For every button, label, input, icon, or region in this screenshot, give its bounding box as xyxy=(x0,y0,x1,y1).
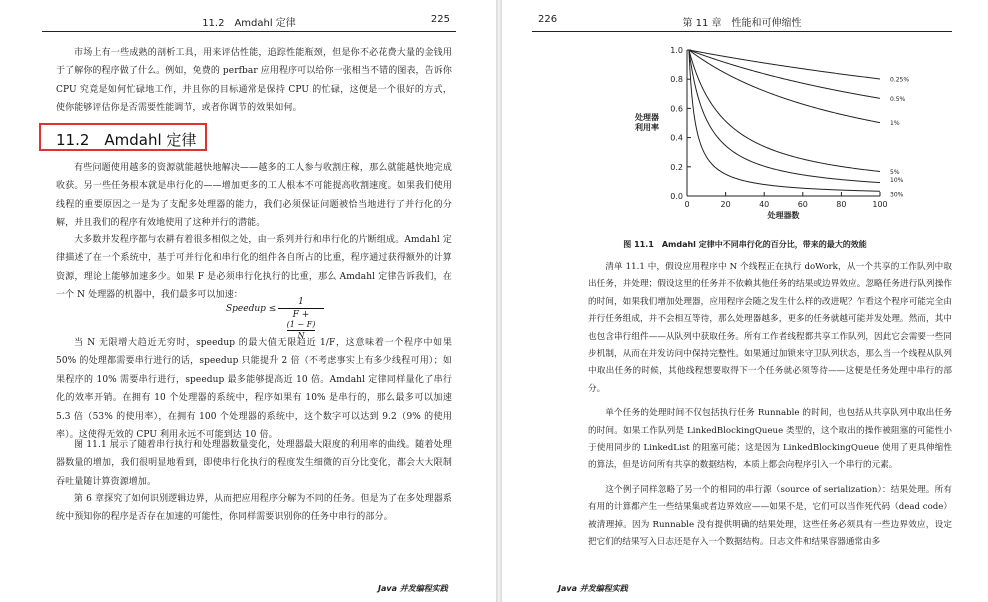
left-para-4-block xyxy=(56,334,452,444)
right-running-header xyxy=(532,14,952,32)
series-label: 0.25% xyxy=(890,76,910,84)
right-page-number: 226 xyxy=(538,14,558,25)
series-line xyxy=(689,50,880,98)
left-para-5-block xyxy=(56,436,452,491)
right-paragraph-3: 这个例子同样忽略了另一个的相同的串行源（source of serialization）：结果处理。所有有用的计算都产生一些结果集或者边界效应——如果不是，它们可以当作死代码（dead code）被清理掉。因为 Runnable 没有提供明确的结果处理，这些任务必须具有一些边界效应，设定把它们的结果写入日志还是存入一个数据结构。日志文件和结果容器通常由多 xyxy=(588,484,952,548)
y-axis-label-line-1: 处理器 xyxy=(635,113,659,123)
amdahl-chart-svg xyxy=(502,34,988,234)
left-header-title: 11.2 Amdahl 定律 xyxy=(202,18,296,29)
amdahl-chart xyxy=(502,34,988,260)
x-tick-label: 0 xyxy=(684,200,690,209)
right-paragraph-2: 单个任务的处理时间不仅包括执行任务 Runnable 的时间，也包括从共享队列中取出任务的时间。如果工作队列是 LinkedBlockingQueue 类型的，这个取出的操作被阻塞的可能性小于使用同步的 LinkedList 的阻塞可能；这是因为 LinkedBlockingQueue 使用了更具伸缩性的算法，但是访问所有共享的数据结构，本质上都会向程序引入一个串行的元素。 xyxy=(588,408,952,471)
left-paragraph-5: 图 11.1 展示了随着串行执行和处理器数量变化，处理器最大限度的利用率的曲线。随着处理器数量的增加，我们很明显地看到，即使串行化执行的程度发生细微的百分比变化，都会大大限制吞吐量随计算资源增加。 xyxy=(56,440,452,487)
left-paragraph-1: 市场上有一些成熟的剖析工具，用来评估性能，追踪性能瓶颈，但是你不必花费大量的金钱用于了解你的程序做了什么。例如，免费的 perfbar 应用程序可以给你一张相当不错的图表，告诉你 CPU 究竟是如何忙碌地工作，并且你的目标通常是保持 CPU 的忙碌，这便是一个很好的方式，使你能够评估你是否需要性能调节，或者你调节的效果如何。 xyxy=(56,48,452,114)
formula-den-f: F + xyxy=(292,310,310,320)
formula-inner-denominator: N xyxy=(297,331,305,340)
series-label: 1% xyxy=(890,120,900,128)
x-tick-label: 60 xyxy=(797,200,808,209)
y-tick-label: 0.6 xyxy=(670,104,683,114)
x-axis-label: 处理器数 xyxy=(767,211,800,220)
left-page-number: 225 xyxy=(430,14,450,25)
x-tick-label: 100 xyxy=(872,200,888,209)
y-tick-label: 0.8 xyxy=(670,75,683,85)
left-paragraph-2: 有些问题使用越多的资源就能越快地解决——越多的工人参与收割庄稼，那么就能越快地完成收获。另一些任务根本就是串行化的——增加更多的工人根本不可能提高收割速度。如果我们使用线程的重要原因之一是为了支配多处理器的能力，我们必须保证问题被恰当地进行了并行化的分解，并且我们的程序有效地使用了这种并行的潜能。 xyxy=(56,163,452,229)
series-label: 5% xyxy=(890,168,900,176)
right-text-block xyxy=(588,259,952,559)
left-running-header xyxy=(42,14,456,32)
left-paragraph-4: 当 N 无限增大趋近无穷时，speedup 的最大值无限趋近 1/F，这意味着一个程序中如果 50% 的处理都需要串行进行的话，speedup 只能提升 2 倍（不考虑事实上有多少线程可用）；如果程序的 10% 需要串行进行，speedup 最多能够提高近 10 倍。Amdahl 定律同样量化了串行化的效率开销。在拥有 10 个处理器的系统中，程序如果有 10% 是串行的，那么最多可以加速 5.3 倍（53% 的使用率），在拥有 100 个处理器的系统中，这个数字可以达到 9.2（9% 的使用率）。这使得无效的 CPU 利用永远不可能到达 10 倍。 xyxy=(56,338,452,441)
formula-lhs: Speedup ≤ xyxy=(226,304,277,314)
y-tick-label: 1.0 xyxy=(670,46,683,55)
formula-inner-numerator: (1 − F) xyxy=(286,320,316,329)
right-header-title: 第 11 章 性能和可伸缩性 xyxy=(682,18,802,29)
right-paragraph-1: 清单 11.1 中，假设应用程序中 N 个线程正在执行 doWork，从一个共享的工作队列中取出任务，并处理；假设这里的任务并不依赖其他任务的结果或边界效应。忽略任务进行队列操作的时间，如果我们增加处理器，应用程序会随之发生什么样的改进呢？乍看这个程序可能完全由并行任务组成，并不会相互等待，那么处理器越多，更多的任务就越可能并发处理。然而，其中也包含串行组件——从队列中获取任务。所有工作者线程都共享工作队列，因此它会需要一些同步机制，从而在并发访问中保持完整性。如果通过加锁来守卫队列状态，那么当一个线程从队列中取出任务的时候，其他线程想要取得下一个任务就必须等待——这便是任务处理中串行的部分。 xyxy=(588,262,952,394)
right-page xyxy=(502,0,988,602)
series-label: 10% xyxy=(890,177,904,185)
left-para-6-block xyxy=(56,490,452,527)
x-tick-label: 80 xyxy=(836,200,847,209)
x-tick-label: 20 xyxy=(720,200,731,209)
y-tick-label: 0.4 xyxy=(670,133,683,143)
series-line xyxy=(689,50,880,79)
left-paragraph-6: 第 6 章探究了如何识别逻辑边界，从而把应用程序分解为不同的任务。但是为了在多处理器系统中预知你的程序是否存在加速的可能性，你同样需要识别你的任务中串行的部分。 xyxy=(56,494,452,523)
y-tick-label: 0.0 xyxy=(670,192,683,201)
series-line xyxy=(689,50,880,191)
left-para-3-block xyxy=(56,231,452,305)
x-tick-label: 40 xyxy=(759,200,770,209)
left-footer: Java 并发编程实践 xyxy=(378,584,448,593)
left-paragraph-3: 大多数并发程序都与农耕有着很多相似之处，由一系列并行和串行化的片断组成。Amdahl 定律描述了在一个系统中，基于可并行化和串行化的组件各自所占的比重，程序通过获得额外的计算资源，理论上能够加速多少。如果 F 是必须串行化执行的比重，那么 Amdahl 定律告诉我们，在一个 N 处理器的机器中，我们最多可以加速： xyxy=(56,235,452,301)
y-tick-label: 0.2 xyxy=(670,162,683,172)
series-label: 0.5% xyxy=(890,95,906,103)
figure-caption: 图 11.1 Amdahl 定律中不同串行化的百分比，带来的最大的效能 xyxy=(623,240,867,249)
right-footer: Java 并发编程实践 xyxy=(558,584,628,593)
left-para-1-block xyxy=(56,44,452,118)
series-label: 30% xyxy=(890,191,904,199)
series-line xyxy=(689,50,880,171)
y-axis-label-line-2: 利用率 xyxy=(635,123,659,133)
left-para-2-block xyxy=(56,159,452,233)
formula-numerator: 1 xyxy=(278,297,324,309)
section-title: 11.2 Amdahl 定律 xyxy=(56,131,197,149)
